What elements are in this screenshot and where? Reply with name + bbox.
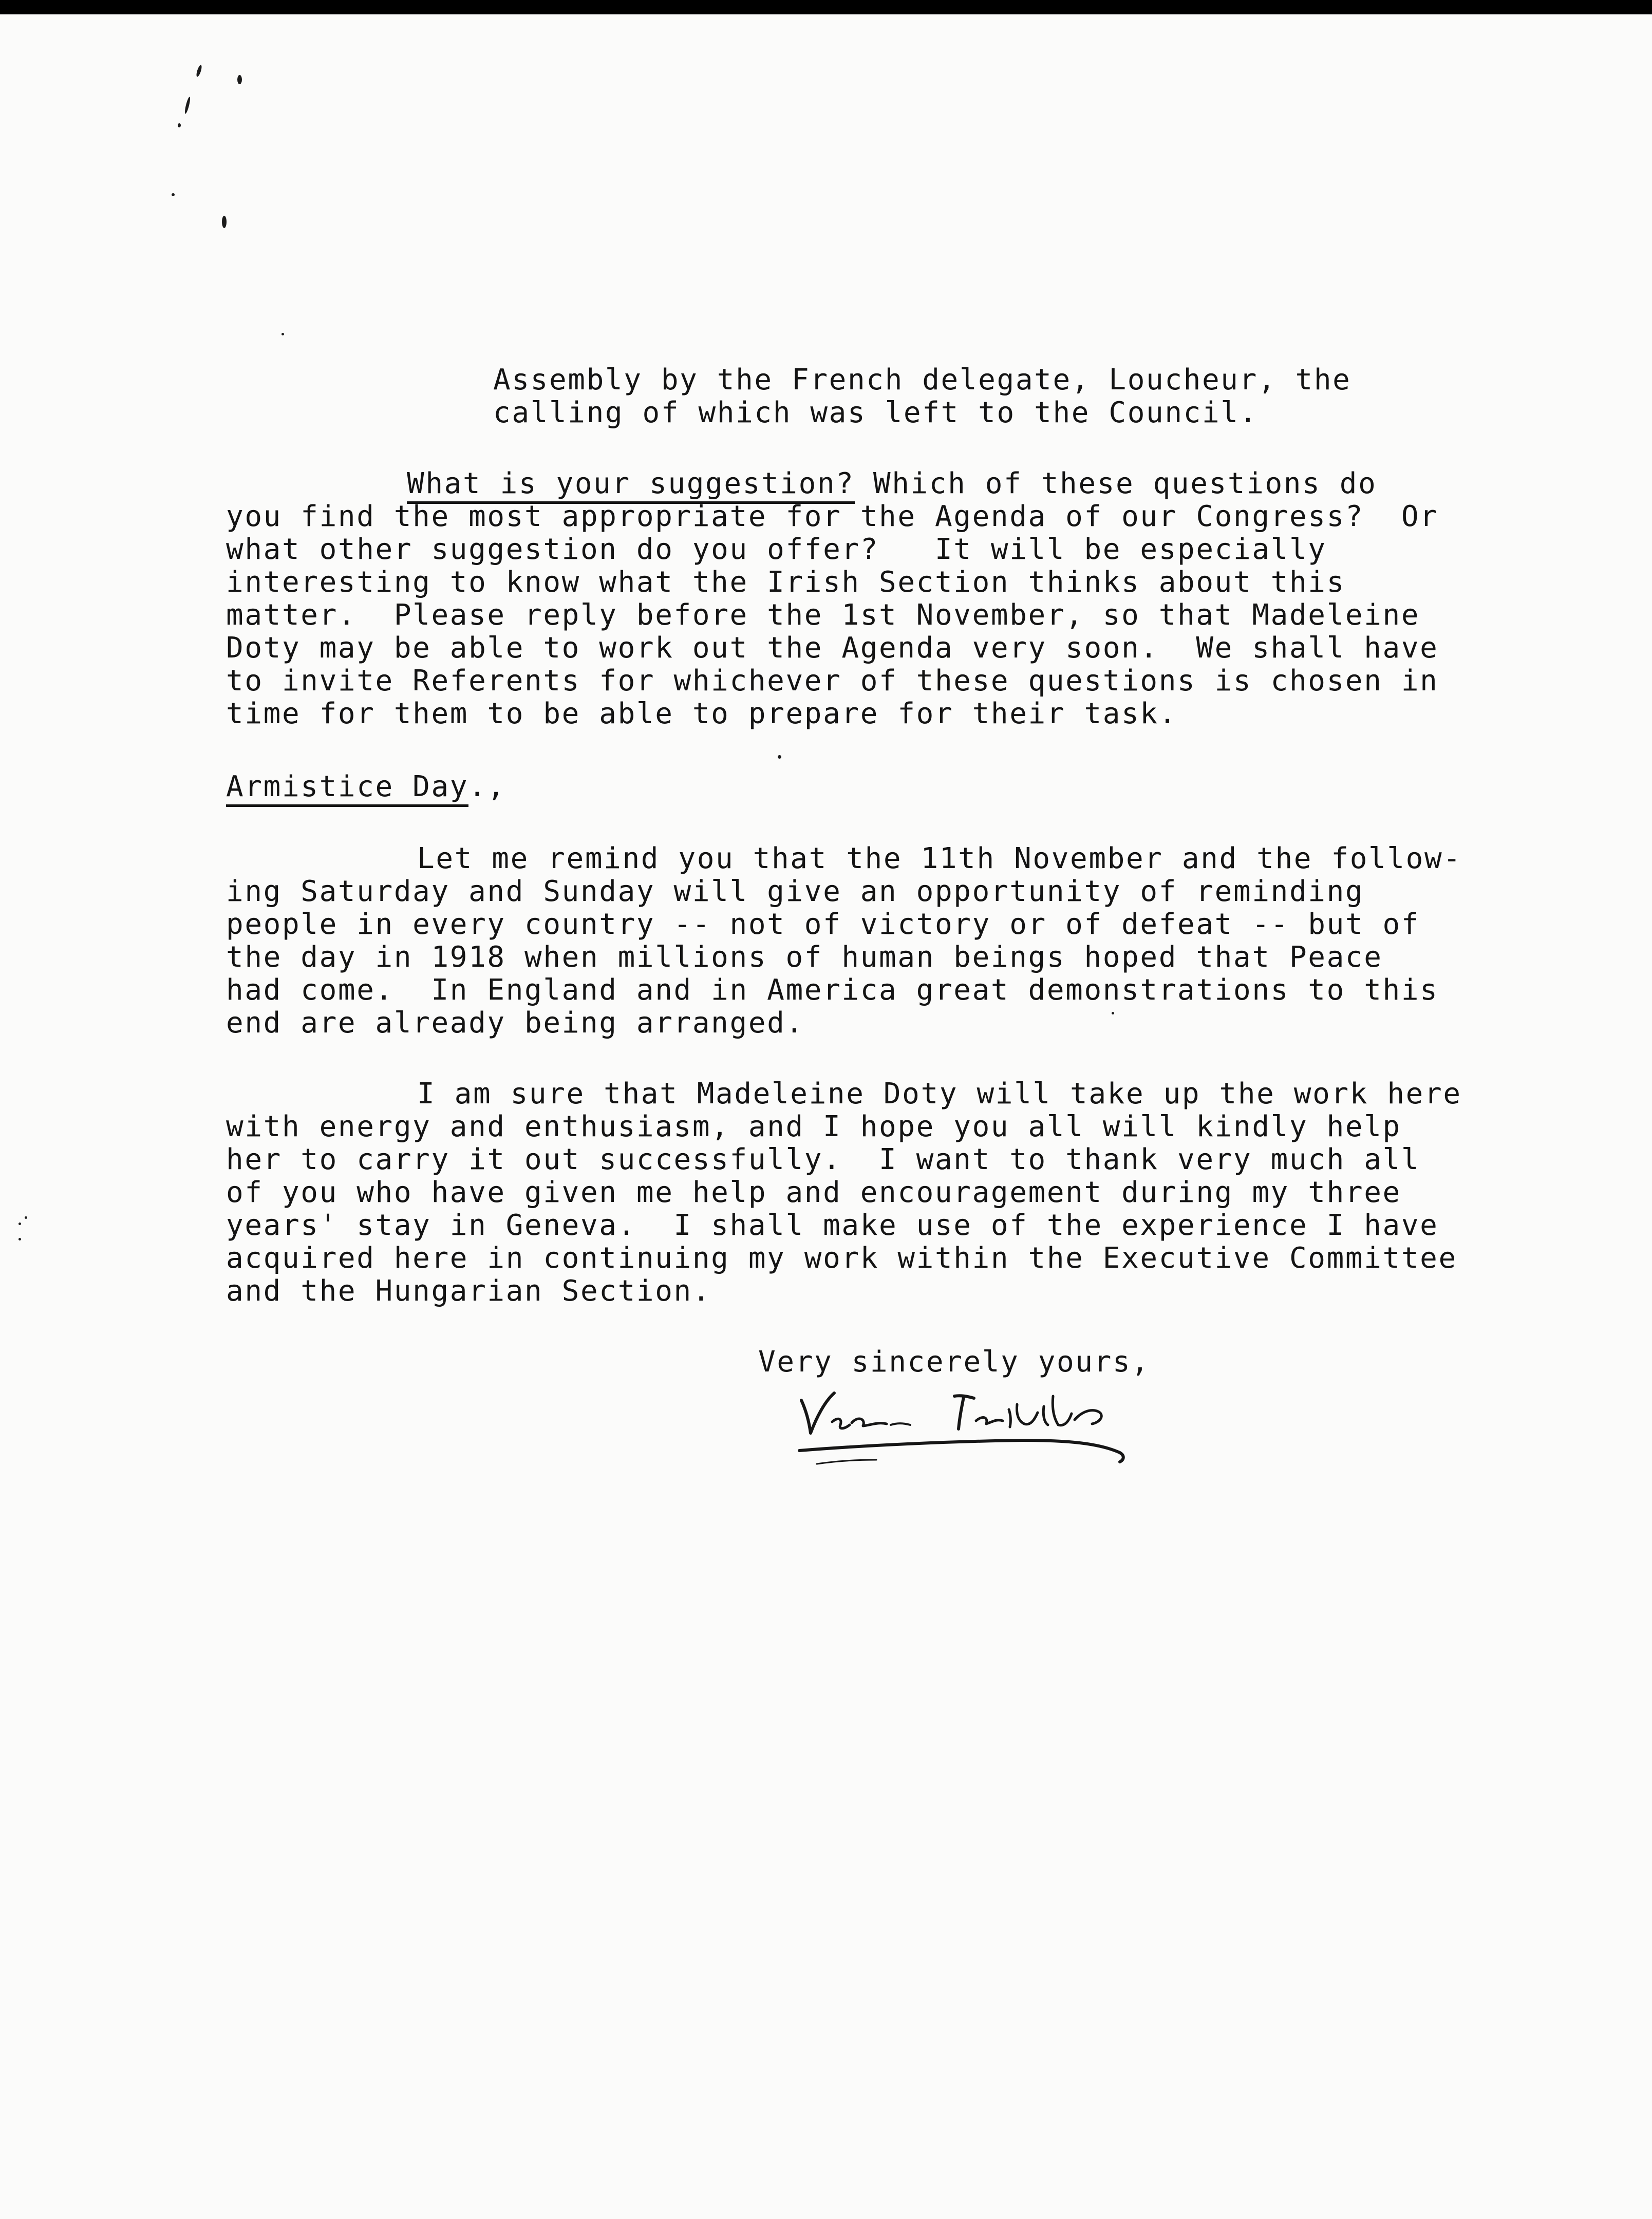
scan-speck [281, 333, 284, 335]
closing-line: with energy and enthusiasm, and I hope you all will kindly help [226, 1110, 1401, 1143]
scan-speck [172, 193, 175, 196]
armistice-line: the day in 1918 when millions of human beings hoped that Peace [226, 941, 1383, 974]
scan-speck [1112, 1012, 1114, 1014]
suggestion-heading: What is your suggestion? [407, 467, 855, 504]
armistice-heading-line [226, 770, 506, 803]
armistice-heading: Armistice Day [226, 770, 468, 807]
valediction: Very sincerely yours, [758, 1345, 1150, 1379]
suggestion-line: Doty may be able to work out the Agenda very soon. We shall have [226, 631, 1439, 665]
suggestion-first-line [407, 467, 1377, 500]
suggestion-line: to invite Referents for whichever of these questions is chosen in [226, 664, 1439, 698]
scan-speck [184, 97, 191, 114]
suggestion-line: interesting to know what the Irish Section thinks about this [226, 566, 1345, 599]
scan-speck [178, 123, 181, 127]
armistice-line: people in every country -- not of victory or of defeat -- but of [226, 908, 1420, 941]
suggestion-line: time for them to be able to prepare for their task. [226, 697, 1178, 730]
scan-speck [778, 755, 781, 759]
closing-line: and the Hungarian Section. [226, 1274, 711, 1308]
closing-line: years' stay in Geneva. I shall make use of the experience I have [226, 1209, 1439, 1242]
suggestion-line: what other suggestion do you offer? It will be especially [226, 533, 1327, 566]
intro-line: Assembly by the French delegate, Loucheur, the [493, 363, 1351, 397]
suggestion-line: matter. Please reply before the 1st November, so that Madeleine [226, 598, 1420, 632]
armistice-line: had come. In England and in America great demonstrations to this [226, 973, 1439, 1007]
paper-sheet [0, 14, 1652, 2219]
scan-speck [18, 1238, 21, 1240]
armistice-line: end are already being arranged. [226, 1006, 804, 1040]
scan-speck [25, 1216, 27, 1219]
armistice-line: ing Saturday and Sunday will give an opportunity of reminding [226, 875, 1364, 908]
closing-line: her to carry it out successfully. I want to thank very much all [226, 1143, 1420, 1176]
suggestion-line: you find the most appropriate for the Agenda of our Congress? Or [226, 500, 1439, 533]
closing-line: acquired here in continuing my work within the Executive Committee [226, 1242, 1457, 1275]
scan-speck [237, 75, 242, 84]
scan-speck [18, 1223, 21, 1225]
intro-line: calling of which was left to the Council. [493, 396, 1258, 429]
armistice-heading-trail: ., [468, 770, 506, 803]
handwritten-signature [781, 1376, 1151, 1478]
suggestion-first-line-rest: Which of these questions do [854, 467, 1377, 500]
scan-speck [222, 216, 227, 228]
armistice-line: Let me remind you that the 11th November and the follow- [417, 842, 1462, 875]
scan-speck [195, 65, 202, 78]
closing-line: I am sure that Madeleine Doty will take up the work here [417, 1077, 1462, 1111]
closing-line: of you who have given me help and encouragement during my three [226, 1176, 1401, 1209]
